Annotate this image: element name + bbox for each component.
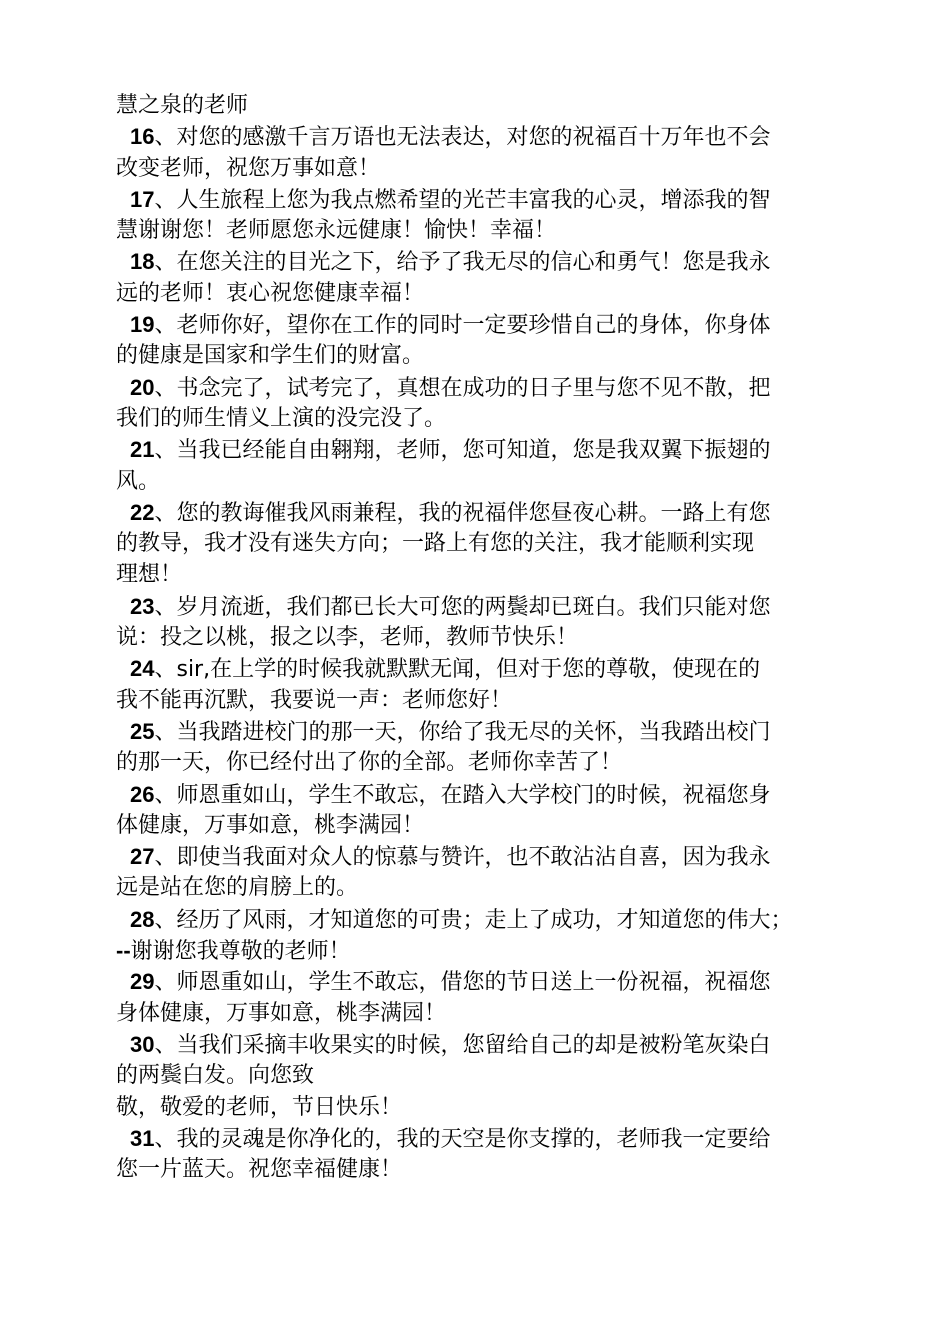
text-line xyxy=(116,653,836,684)
item-number: 18 xyxy=(130,249,155,275)
line-text: 远是站在您的肩膀上的。 xyxy=(116,875,359,901)
line-text: 您一片蓝天。祝您幸福健康！ xyxy=(116,1157,403,1183)
line-text: 、人生旅程上您为我点燃希望的光芒丰富我的心灵，增添我的智 xyxy=(154,187,771,213)
line-text: 敬，敬爱的老师，节日快乐！ xyxy=(116,1094,403,1120)
line-text: 、在您关注的目光之下，给予了我无尽的信心和勇气！您是我永 xyxy=(154,250,771,276)
text-line xyxy=(116,685,836,716)
text-line xyxy=(116,591,836,622)
line-text: 慧之泉的老师 xyxy=(116,93,249,118)
line-text: 、师恩重如山，学生不敢忘，借您的节日送上一份祝福，祝福您 xyxy=(154,970,771,996)
line-text: 的健康是国家和学生们的财富。 xyxy=(116,343,425,369)
text-line xyxy=(116,278,836,309)
text-line xyxy=(116,403,836,434)
line-text: 风。 xyxy=(116,468,161,494)
text-line xyxy=(116,121,836,152)
item-number: 26 xyxy=(130,781,155,807)
line-text: 我不能再沉默，我要说一声：老师您好！ xyxy=(116,687,513,713)
line-text: 理想！ xyxy=(116,562,183,588)
line-text: 、我的灵魂是你净化的，我的天空是你支撑的，老师我一定要给 xyxy=(154,1126,771,1152)
text-line xyxy=(116,998,836,1029)
item-number: 17 xyxy=(130,186,155,212)
item-number: 16 xyxy=(130,124,155,150)
item-number: 25 xyxy=(130,718,155,744)
item-number: 30 xyxy=(130,1031,155,1057)
text-line xyxy=(116,966,836,997)
line-text: 说：投之以桃，报之以李，老师，教师节快乐！ xyxy=(116,625,579,651)
line-text: 、当我踏进校门的那一天，你给了我无尽的关怀，当我踏出校门 xyxy=(154,719,771,745)
text-line xyxy=(116,1092,836,1123)
item-number: 22 xyxy=(130,499,155,525)
text-line xyxy=(116,466,836,497)
item-number: -- xyxy=(116,938,131,964)
line-text: 、老师你好，望你在工作的同时一定要珍惜自己的身体，你身体 xyxy=(154,313,771,339)
text-line xyxy=(116,497,836,528)
text-line xyxy=(116,1029,836,1060)
text-line xyxy=(116,779,836,810)
text-line xyxy=(116,372,836,403)
item-number: 31 xyxy=(130,1125,155,1151)
text-line xyxy=(116,246,836,277)
text-line xyxy=(116,1123,836,1154)
line-text: 慧谢谢您！老师愿您永远健康！愉快！幸福！ xyxy=(116,218,557,244)
document-page xyxy=(116,90,836,1185)
item-number: 27 xyxy=(130,844,155,870)
text-line xyxy=(116,716,836,747)
text-line xyxy=(116,559,836,590)
line-text: 的教导，我才没有迷失方向；一路上有您的关注，我才能顺利实现 xyxy=(116,531,755,557)
text-line xyxy=(116,153,836,184)
text-line xyxy=(116,904,836,935)
item-number: 23 xyxy=(130,593,155,619)
item-number: 19 xyxy=(130,312,155,338)
text-line xyxy=(116,935,836,966)
line-text: 的那一天，你已经付出了你的全部。老师你幸苦了！ xyxy=(116,750,623,776)
line-text: 体健康，万事如意，桃李满园！ xyxy=(116,812,425,838)
text-line xyxy=(116,340,836,371)
line-text: 身体健康，万事如意，桃李满园！ xyxy=(116,1000,447,1026)
line-text: 、您的教诲催我风雨兼程，我的祝福伴您昼夜心耕。一路上有您 xyxy=(154,500,771,526)
line-text: 的两鬓白发。向您致 xyxy=(116,1063,315,1089)
line-text: 、即使当我面对众人的惊慕与赞许，也不敢沾沾自喜，因为我永 xyxy=(154,845,771,871)
line-text: 、当我已经能自由翱翔，老师，您可知道，您是我双翼下振翅的 xyxy=(154,438,771,464)
item-number: 24 xyxy=(130,656,155,682)
line-text: 、对您的感激千言万语也无法表达，对您的祝福百十万年也不会 xyxy=(154,125,771,151)
line-text: 改变老师，祝您万事如意！ xyxy=(116,155,381,181)
text-line xyxy=(116,841,836,872)
text-line xyxy=(116,184,836,215)
line-text: 谢谢您我尊敬的老师！ xyxy=(130,939,351,965)
text-line xyxy=(116,434,836,465)
text-line xyxy=(116,309,836,340)
line-text: 、sir,在上学的时候我就默默无闻，但对于您的尊敬，使现在的 xyxy=(154,657,761,683)
text-line xyxy=(116,1060,836,1091)
line-text: 远的老师！衷心祝您健康幸福！ xyxy=(116,280,425,306)
line-text: 、师恩重如山，学生不敢忘，在踏入大学校门的时候，祝福您身 xyxy=(154,782,771,808)
text-line xyxy=(116,747,836,778)
line-text: 、经历了风雨，才知道您的可贵；走上了成功，才知道您的伟大； xyxy=(154,907,793,933)
text-line xyxy=(116,90,836,121)
text-line xyxy=(116,215,836,246)
line-text: 、书念完了，试考完了，真想在成功的日子里与您不见不散，把 xyxy=(154,375,771,401)
text-line xyxy=(116,622,836,653)
text-line xyxy=(116,872,836,903)
line-text: 、当我们采摘丰收果实的时候，您留给自己的却是被粉笔灰染白 xyxy=(154,1032,771,1058)
text-line xyxy=(116,1154,836,1185)
line-text: 我们的师生情义上演的没完没了。 xyxy=(116,405,447,431)
item-number: 29 xyxy=(130,969,155,995)
item-number: 28 xyxy=(130,906,155,932)
text-line xyxy=(116,528,836,559)
line-text: 、岁月流逝，我们都已长大可您的两鬓却已斑白。我们只能对您 xyxy=(154,594,771,620)
item-number: 20 xyxy=(130,374,155,400)
text-line xyxy=(116,810,836,841)
item-number: 21 xyxy=(130,437,155,463)
